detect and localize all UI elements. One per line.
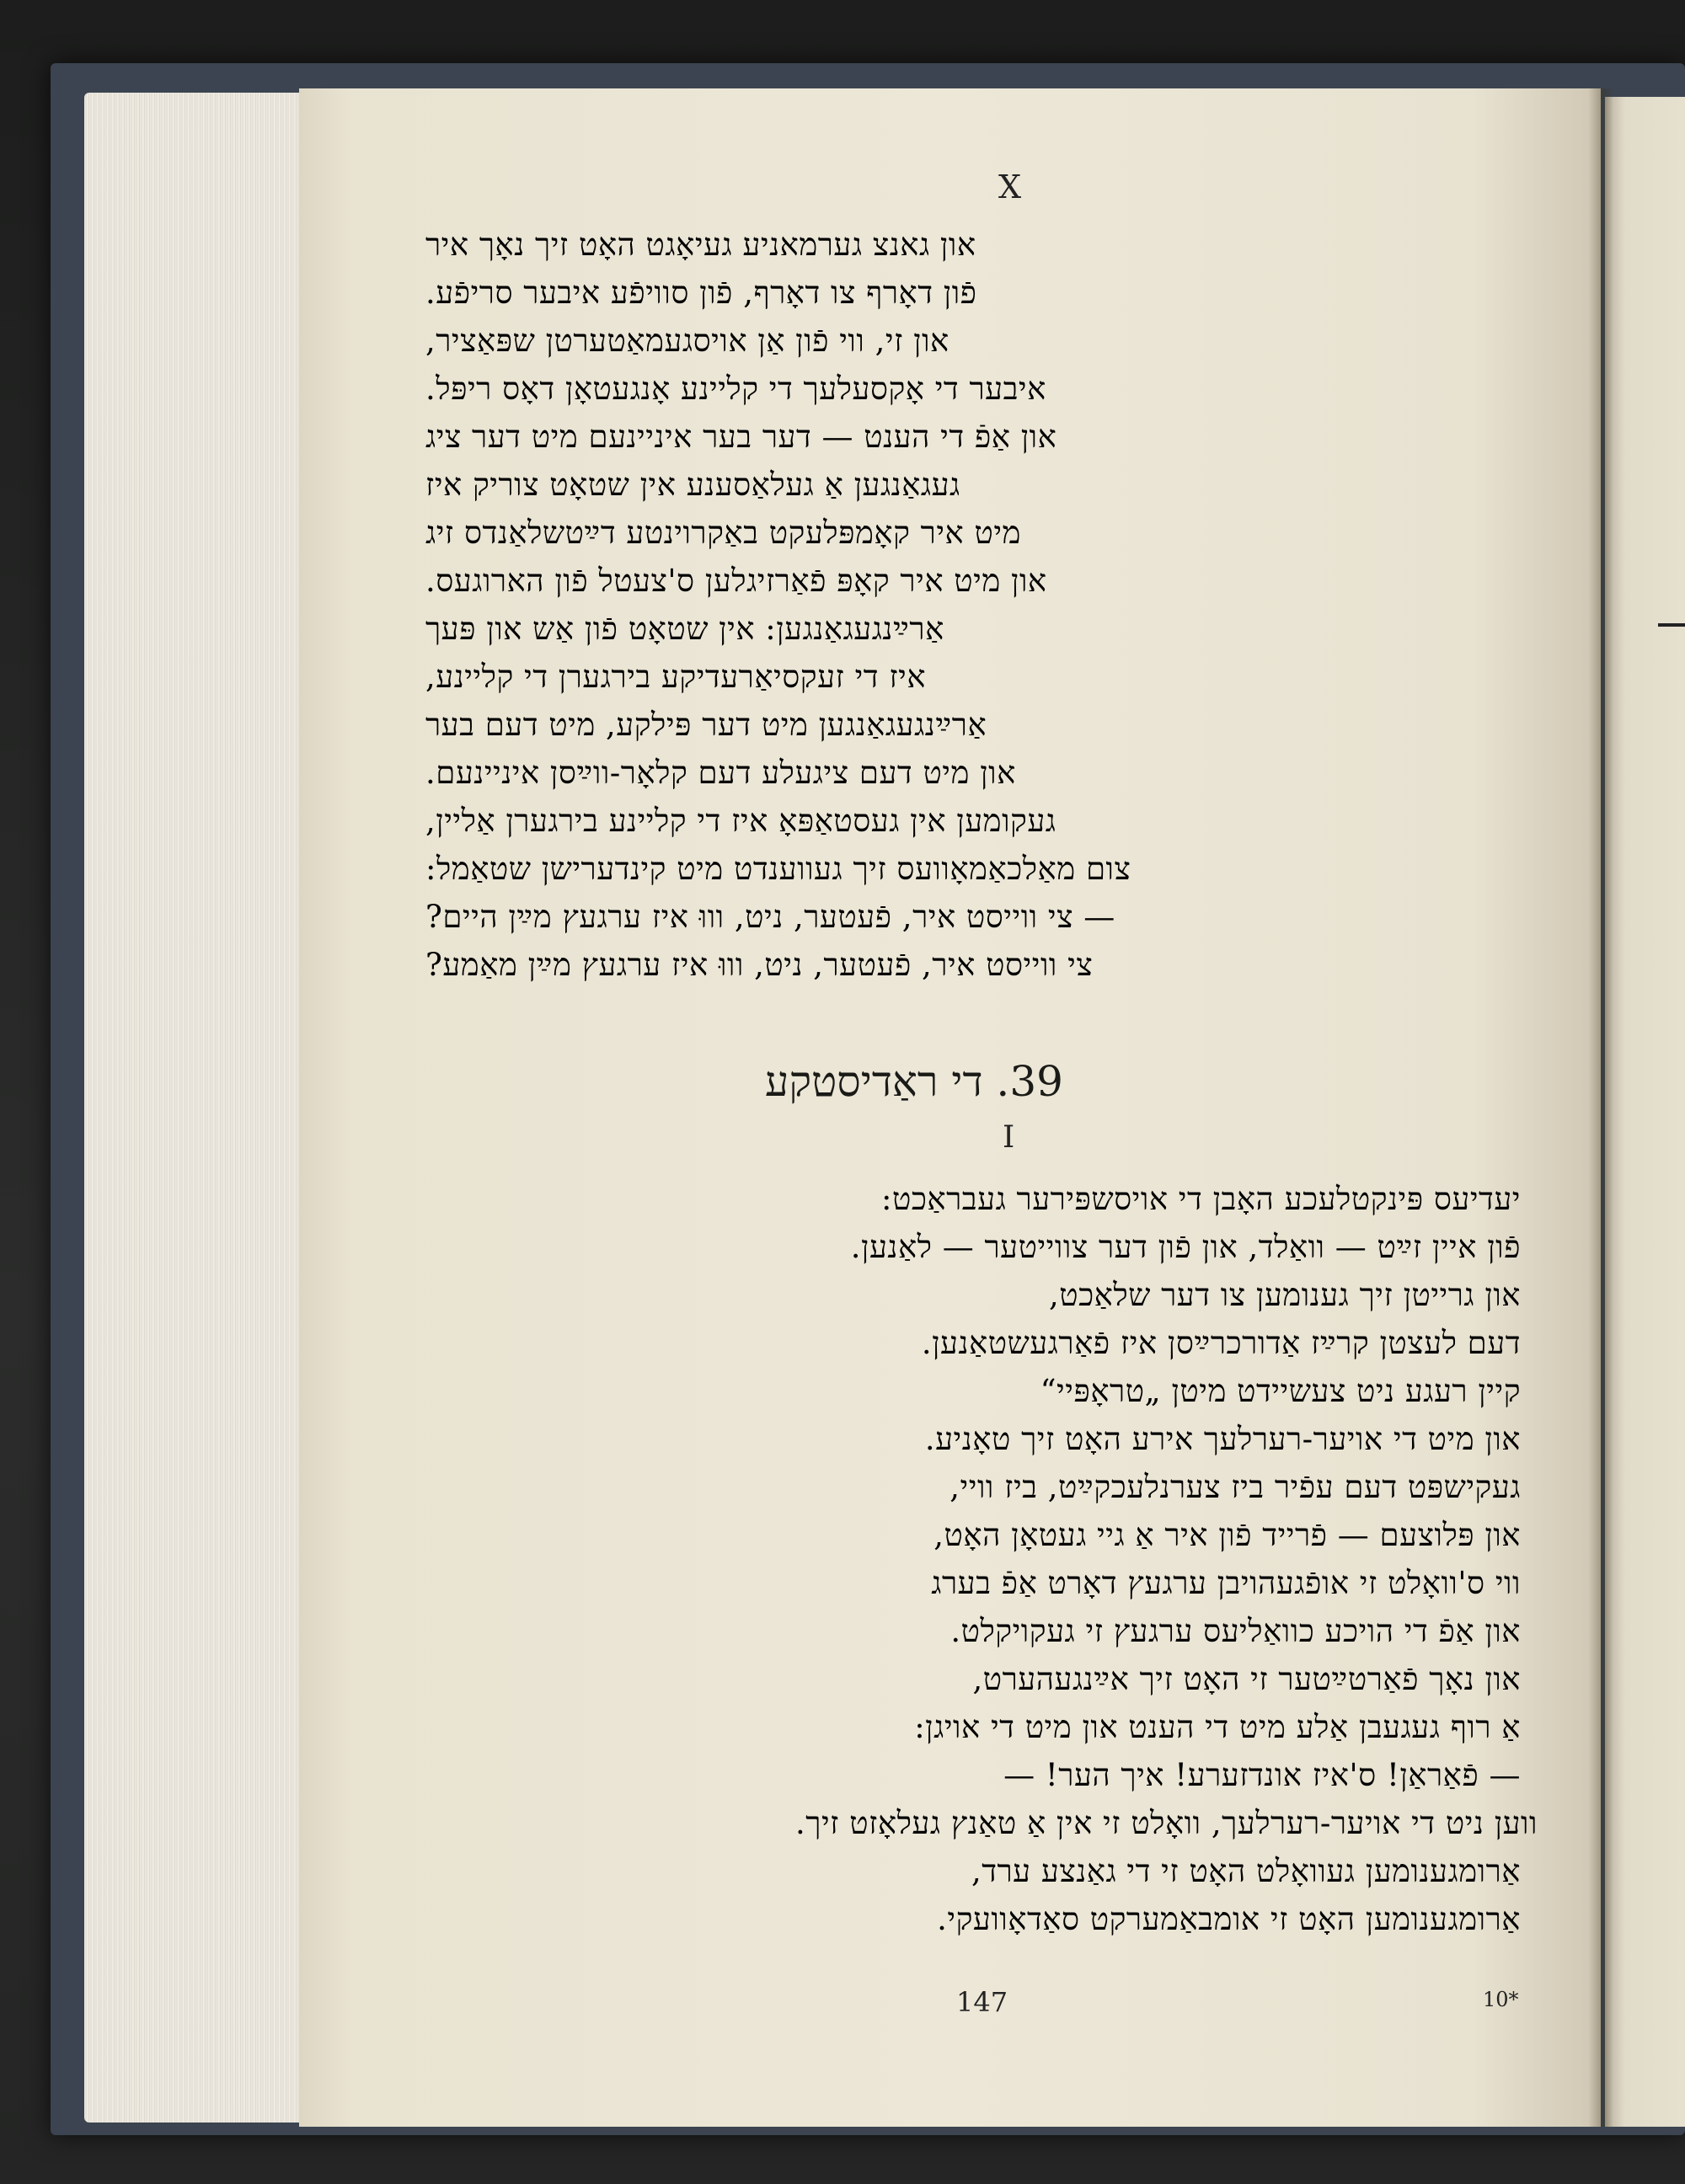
poem-line: קיין רעגע ניט צעשיידט מיטן „טראָפּיי“: [1040, 1373, 1521, 1409]
page-edges: [84, 93, 303, 2123]
poem-top: [425, 221, 1521, 989]
poem-line: פֿון דאָרף צו דאָרף, פֿון סוויפֿע איבער סריפֿע.: [425, 275, 977, 311]
poem-line: אַרײַנגעגאַנגען מיט דער פּילקע, מיט דעם בער: [425, 707, 987, 743]
poem-line: און גאנצ גערמאניע געיאָגט האָט זיך נאָך איר: [425, 227, 976, 263]
poem-line: און אַפֿ די הויכע כוואַליעס ערגעץ זי געקויקלט.: [950, 1613, 1521, 1649]
poem-line: און פּלוצעם — פֿרייד פֿון איר אַ גיי געטאָן האָט,: [933, 1517, 1521, 1553]
poem-line: געגאַנגען אַ געלאַסענע אין שטאָט צוריק איז: [425, 467, 960, 503]
section-number: I: [1003, 1120, 1015, 1155]
poem-line: און גרייטן זיך גענומען צו דער שלאַכט,: [1048, 1277, 1521, 1313]
poem-line: און זי, ווי פֿון אַן אויסגעמאַטערטן שפּאַציר,: [425, 323, 949, 359]
poem-line: אַרומגענומען געוואָלט האָט זי די גאַנצע ערד,: [971, 1853, 1521, 1889]
poem-bottom: [341, 1175, 1538, 1943]
poem-line: ווי ס'וואָלט זי אופֿגעהויבן ערגעץ דאָרט אַפֿ בערג: [931, 1565, 1521, 1601]
poem-line: אַרומגענומען האָט זי אומבאַמערקט סאַדאָוועקי.: [937, 1901, 1521, 1937]
poem-line: פֿון איין זײַט — וואַלד, און פֿון דער צווייטער — לאַנען.: [850, 1229, 1521, 1265]
poem-line: דעם לעצטן קרײַז אַדורכרײַסן איז פֿאַרגעשטאַנען.: [921, 1325, 1521, 1361]
poem-line: ווען ניט די אויער-רערלעך, וואָלט זי אין אַ טאַנץ געלאָזט זיך.: [795, 1805, 1538, 1841]
poem-line: און מיט די אויער-רערלעך אירע האָט זיך טאָניע.: [924, 1421, 1521, 1457]
poem-line: און מיט איר קאָפּ פֿאַרזיגלען ס'צעטל פֿון הארוגעס.: [425, 563, 1047, 599]
poem-line: אַ רוף געגעבן אַלע מיט די הענט און מיט די אויגן:: [914, 1709, 1521, 1745]
poem-line: — צי ווייסט איר, פֿעטער, ניט, וווּ איז ערגעץ מײַן היים?: [425, 899, 1115, 935]
poem-line: איז די זעקסיאַרעדיקע בירגערן די קליינע,: [425, 659, 927, 695]
poem-line: און נאָך פֿאַרטײַטער זי האָט זיך אײַנגעהערט,: [972, 1661, 1521, 1697]
poem-line: איבער די אָקסעלעך די קליינע אָנגעטאָן דאָס ריפּל.: [425, 371, 1046, 407]
poem-line: און מיט דעם ציגעלע דעם קלאָר-ווײַסן איניינעם.: [425, 755, 1016, 791]
poem-line: מיט איר קאָמפּלעקט באַקרוינטע דײַטשלאַנדס זיג: [425, 515, 1021, 551]
poem-line: — פֿאַראַן! ס'איז אונדזערע! איך הער! —: [1003, 1757, 1521, 1793]
poem-line: געקומען אין געסטאַפּאָ איז די קליינע בירגערן אַליין,: [425, 803, 1056, 839]
poem-line: געקישפּט דעם עפֿיר ביז צערנלעכקײַט, ביז וויי,: [949, 1469, 1521, 1505]
poem-line: יעדיעס פּינקטלעכע האָבן די אויסשפּירער געבראַכט:: [881, 1181, 1521, 1217]
poem-line: צום מאַלכאַמאָוועס זיך געווענדט מיט קינדערישן שטאַמל:: [425, 851, 1131, 887]
margin-dash: [1658, 623, 1685, 627]
chapter-title: [0, 1057, 1685, 1106]
chapter-title-text: 39. די ראַדיסטקע: [765, 1057, 1063, 1106]
poem-line: און אַפֿ די הענט — דער בער איניינעם מיט דער ציג: [425, 419, 1057, 455]
signature-mark: 10*: [1483, 1988, 1519, 2011]
roman-numeral-heading: X: [998, 168, 1022, 206]
facing-page: [1605, 97, 1685, 2127]
poem-line: אַרײַנגעגאַנגען: אין שטאָט פֿון אַש און פּעך: [425, 611, 944, 647]
page-number: 147: [956, 1986, 1008, 2018]
poem-line: צי ווייסט איר, פֿעטער, ניט, וווּ איז ערגעץ מײַן מאַמע?: [425, 947, 1094, 983]
page-gutter: [1588, 88, 1613, 2127]
